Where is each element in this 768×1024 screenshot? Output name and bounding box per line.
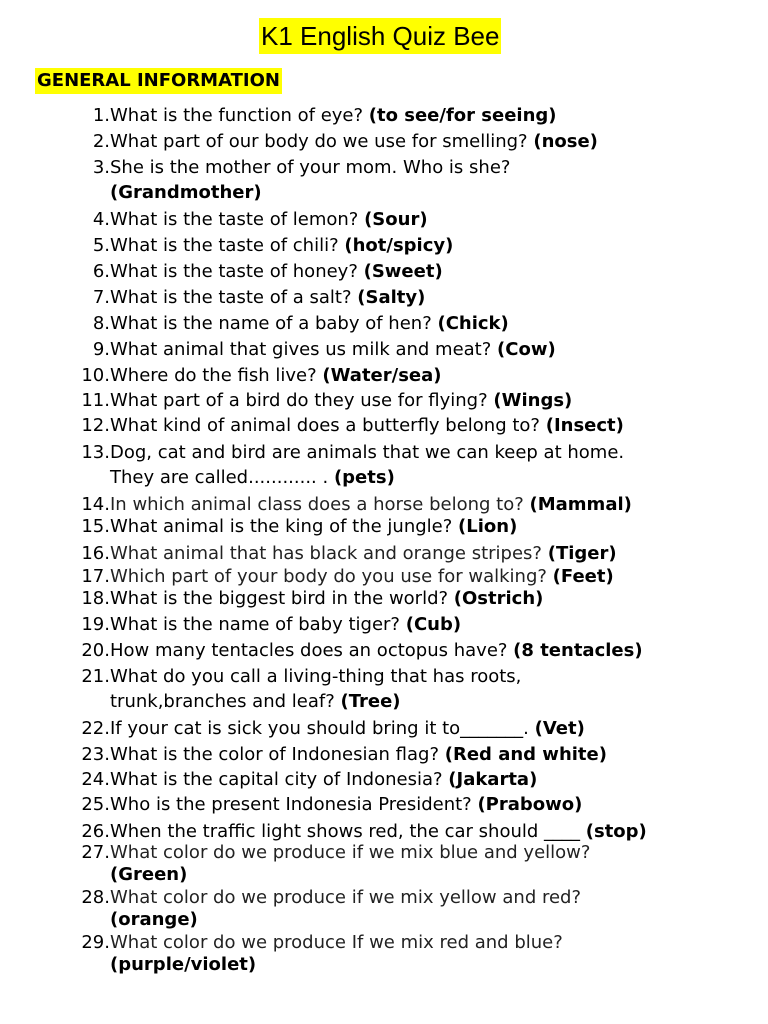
question-answer: (Water/sea) <box>322 365 442 386</box>
question-text: When the traffic light shows red, the car should ____ <box>110 821 586 842</box>
question-answer: (Feet) <box>552 566 614 587</box>
question-text: What is the name of a baby of hen? <box>110 313 438 334</box>
question-text-continued: They are called............ . <box>110 467 334 488</box>
question-answer: (Tiger) <box>547 543 617 564</box>
question-answer: (Jakarta) <box>448 769 538 790</box>
question-number: 16. <box>81 543 110 564</box>
question-number: 23. <box>81 744 110 765</box>
question-answer: (purple/violet) <box>110 954 257 975</box>
question-answer: (hot/spicy) <box>344 235 454 256</box>
question-item <box>68 541 758 566</box>
question-text: In which animal class does a horse belong to? <box>110 494 530 515</box>
question-number: 5. <box>92 235 110 256</box>
question-answer: (Tree) <box>340 691 401 712</box>
question-text: What is the taste of lemon? <box>110 209 365 230</box>
question-item <box>68 767 758 792</box>
question-item <box>68 285 758 310</box>
question-text: What animal that gives us milk and meat? <box>110 339 498 360</box>
question-item <box>68 792 758 817</box>
question-text: What color do we produce If we mix red and blue? <box>110 932 563 953</box>
question-number: 13. <box>81 442 110 463</box>
question-text: Dog, cat and bird are animals that we can keep at home. <box>110 442 625 463</box>
question-text: What animal that has black and orange stripes? <box>110 543 548 564</box>
question-number: 18. <box>81 588 110 609</box>
question-number: 27. <box>81 842 110 863</box>
question-answer: (Mammal) <box>529 494 632 515</box>
question-text: What is the capital city of Indonesia? <box>110 769 449 790</box>
question-number: 12. <box>81 415 110 436</box>
question-item <box>68 413 758 438</box>
question-number: 29. <box>81 932 110 953</box>
question-item <box>68 233 758 258</box>
question-item <box>68 440 758 488</box>
question-text: What is the color of Indonesian flag? <box>110 744 445 765</box>
question-answer: (Sweet) <box>363 261 443 282</box>
question-text: What is the biggest bird in the world? <box>110 588 454 609</box>
question-number: 19. <box>81 614 110 635</box>
question-answer: (Salty) <box>357 287 426 308</box>
question-answer: (orange) <box>110 909 198 930</box>
question-number: 11. <box>81 390 110 411</box>
question-number: 28. <box>81 887 110 908</box>
question-number: 14. <box>81 494 110 515</box>
question-number: 3. <box>92 157 110 178</box>
question-item <box>68 638 758 663</box>
question-text: What do you call a living-thing that has roots, <box>110 666 522 687</box>
question-item <box>68 664 758 712</box>
question-number: 6. <box>92 261 110 282</box>
question-text-continued: trunk,branches and leaf? <box>110 691 341 712</box>
question-answer: (Sour) <box>364 209 428 230</box>
question-text: Which part of your body do you use for walking? <box>110 566 553 587</box>
question-item <box>68 155 758 203</box>
question-text: What is the taste of a salt? <box>110 287 358 308</box>
question-text: How many tentacles does an octopus have? <box>110 640 514 661</box>
question-answer: (Wings) <box>493 390 573 411</box>
question-item <box>68 259 758 284</box>
question-answer: (Green) <box>110 864 188 885</box>
question-text: What is the taste of chili? <box>110 235 345 256</box>
question-number: 9. <box>92 339 110 360</box>
question-answer: (Lion) <box>458 516 518 537</box>
question-item <box>68 514 758 539</box>
question-item <box>68 842 758 885</box>
question-item <box>68 103 758 128</box>
question-item <box>68 311 758 336</box>
question-text: What is the name of baby tiger? <box>110 614 406 635</box>
question-number: 22. <box>81 718 110 739</box>
question-text: What color do we produce if we mix blue and yellow? <box>110 842 591 863</box>
question-answer: (8 tentacles) <box>513 640 643 661</box>
question-item <box>68 363 758 388</box>
question-answer: (Cow) <box>497 339 556 360</box>
question-number: 26. <box>81 821 110 842</box>
question-item <box>68 716 758 741</box>
question-text: What is the taste of honey? <box>110 261 364 282</box>
question-text: What color do we produce if we mix yellow and red? <box>110 887 582 908</box>
question-text: Who is the present Indonesia President? <box>110 794 478 815</box>
question-answer: (Red and white) <box>444 744 607 765</box>
question-number: 8. <box>92 313 110 334</box>
question-item <box>68 388 758 413</box>
question-item <box>68 932 758 975</box>
question-item <box>68 612 758 637</box>
question-item <box>68 819 758 844</box>
question-text: If your cat is sick you should bring it to_______. <box>110 718 535 739</box>
question-text: She is the mother of your mom. Who is she? <box>110 157 511 178</box>
question-number: 21. <box>81 666 110 687</box>
question-answer: (Grandmother) <box>110 182 262 203</box>
question-item <box>68 207 758 232</box>
question-number: 1. <box>92 105 110 126</box>
question-text: Where do the fish live? <box>110 365 323 386</box>
question-answer: (nose) <box>533 131 598 152</box>
question-number: 10. <box>81 365 110 386</box>
question-text: What kind of animal does a butterfly belong to? <box>110 415 546 436</box>
question-text: What animal is the king of the jungle? <box>110 516 459 537</box>
question-answer: (Vet) <box>534 718 585 739</box>
question-number: 4. <box>92 209 110 230</box>
question-number: 25. <box>81 794 110 815</box>
question-answer: (to see/for seeing) <box>368 105 557 126</box>
question-item <box>68 129 758 154</box>
question-number: 2. <box>92 131 110 152</box>
document-title: K1 English Quiz Bee <box>259 18 501 54</box>
question-number: 24. <box>81 769 110 790</box>
question-item <box>68 337 758 362</box>
question-item <box>68 586 758 611</box>
question-text: What part of a bird do they use for flying? <box>110 390 494 411</box>
question-number: 7. <box>92 287 110 308</box>
question-number: 17. <box>81 566 110 587</box>
question-answer: (Chick) <box>437 313 509 334</box>
question-item <box>68 887 758 930</box>
question-answer: (Ostrich) <box>453 588 544 609</box>
question-number: 15. <box>81 516 110 537</box>
section-heading: GENERAL INFORMATION <box>35 68 282 94</box>
question-answer: (Insect) <box>545 415 624 436</box>
question-answer: (stop) <box>585 821 647 842</box>
question-item <box>68 742 758 767</box>
question-text: What is the function of eye? <box>110 105 369 126</box>
question-answer: (Cub) <box>405 614 462 635</box>
question-number: 20. <box>81 640 110 661</box>
question-answer: (Prabowo) <box>477 794 583 815</box>
question-text: What part of our body do we use for smelling? <box>110 131 534 152</box>
question-answer: (pets) <box>333 467 395 488</box>
